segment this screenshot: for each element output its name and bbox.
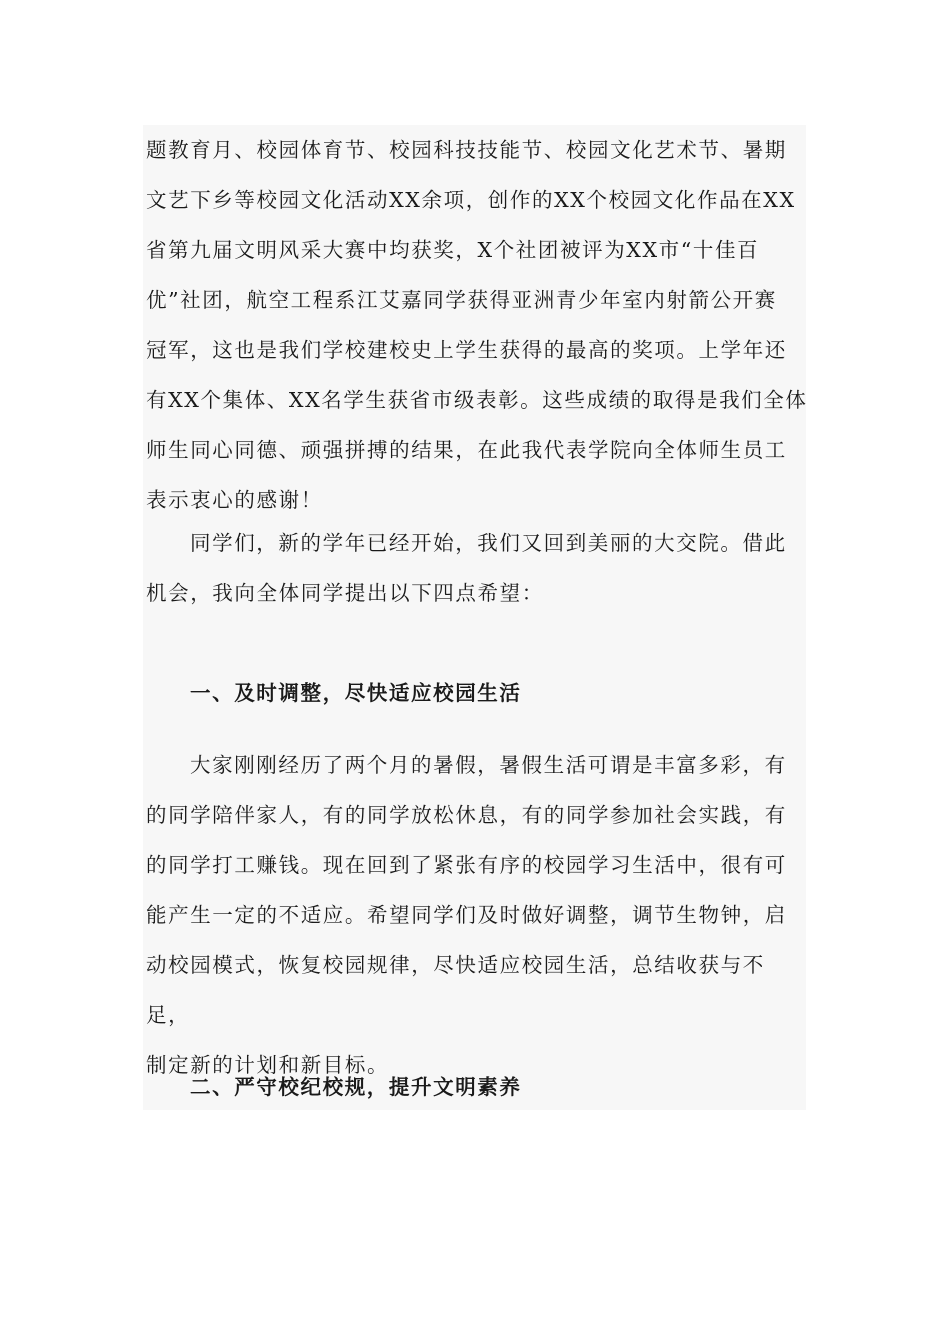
section-heading-2: 二、严守校纪校规，提升文明素养 [190, 1075, 522, 1099]
paragraph-achievements: 题教育月、校园体育节、校园科技技能节、校园文化艺术节、暑期 文艺下乡等校园文化活动XX余项，创作的XX个校园文化作品在XX 省第九届文明风采大赛中均获奖，X个社团被评为XX市“十佳百 优”社团，航空工程系江艾嘉同学获得亚洲青少年室内射箭公开赛 冠军，这也是我们学校建校史上学生获得的最高的奖项。上学年还 有XX个集体、XX名学生获省市级表彰。这些成绩的取得是我们全体 师生同心同德、顽强拼搏的结果，在此我代表学院向全体师生员工 表示衷心的感谢！ [146, 138, 808, 512]
paragraph-new-semester: 同学们，新的学年已经开始，我们又回到美丽的大交院。借此 机会，我向全体同学提出以下四点希望： [146, 531, 787, 605]
section-heading-1: 一、及时调整，尽快适应校园生活 [190, 681, 522, 705]
paragraph-adjust: 大家刚刚经历了两个月的暑假，暑假生活可谓是丰富多彩，有 的同学陪伴家人，有的同学放松休息，有的同学参加社会实践，有 的同学打工赚钱。现在回到了紧张有序的校园学习生活中，很有可 能产生一定的不适应。希望同学们及时做好调整，调节生物钟，启 动校园模式，恢复校园规律，尽快适应校园生活，总结收获与不足， 制定新的计划和新目标。 [146, 753, 787, 1077]
